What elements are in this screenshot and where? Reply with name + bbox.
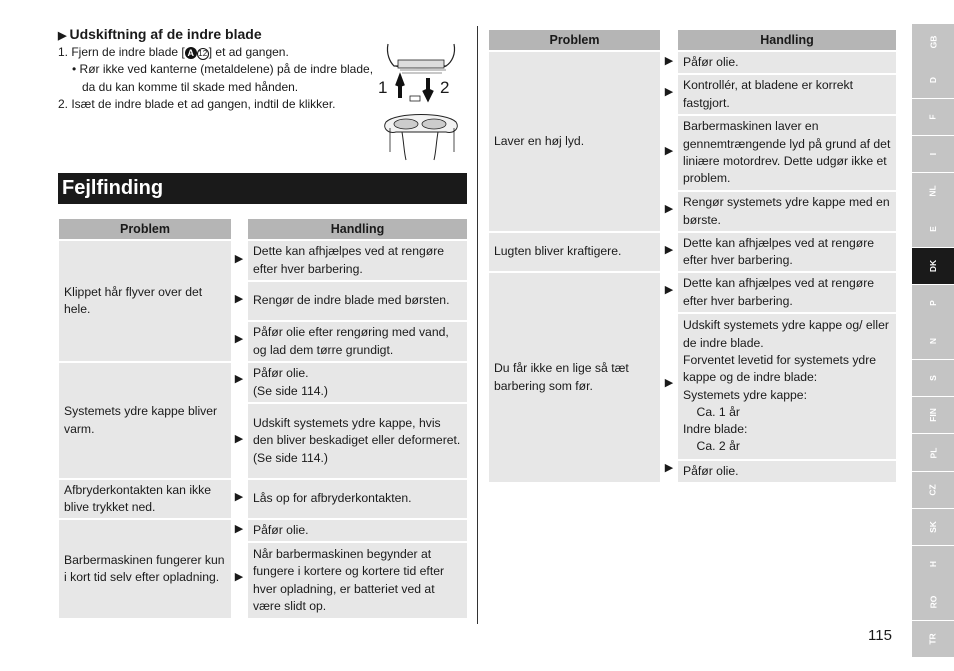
- step-1: [58, 44, 376, 61]
- tab-h[interactable]: H: [912, 546, 954, 583]
- left-action-1-1: Dette kan afhjælpes ved at rengøre efter hver barbering.: [248, 241, 467, 280]
- column-divider: [477, 26, 478, 624]
- arrow-icon: ▶: [664, 203, 674, 215]
- tab-cz[interactable]: CZ: [912, 472, 954, 509]
- bullet-triangle-icon: ▶: [58, 30, 67, 42]
- left-action-1-3: Påfør olie efter rengøring med vand, og lad dem tørre grundigt.: [248, 322, 467, 361]
- right-action-2-1: Dette kan afhjælpes ved at rengøre efter hver barbering.: [678, 233, 896, 271]
- arrow-icon: ▶: [664, 145, 674, 157]
- tab-ro[interactable]: RO: [912, 583, 954, 620]
- arrow-icon: ▶: [664, 284, 674, 296]
- tab-gb[interactable]: GB: [912, 24, 954, 61]
- section-title: Fejlfinding: [58, 173, 467, 204]
- tab-d[interactable]: D: [912, 61, 954, 98]
- left-table-header-action: Handling: [248, 219, 467, 239]
- tab-tr[interactable]: TR: [912, 621, 954, 658]
- step-1-text: 1. Fjern de indre blade [: [58, 45, 185, 59]
- page-number: 115: [868, 627, 892, 644]
- right-action-3-1: Dette kan afhjælpes ved at rengøre efter hver barbering.: [678, 273, 896, 312]
- tab-f[interactable]: F: [912, 99, 954, 136]
- part-number-icon: 12: [198, 49, 208, 58]
- right-problem-1: Laver en høj lyd.: [489, 52, 660, 231]
- right-action-3-3: Påfør olie.: [678, 461, 896, 482]
- step-1-note: • Rør ikke ved kanterne (metaldelene) på de indre blade, da du kan komme til skade med hånden.: [72, 62, 374, 94]
- subsection-title-text: Udskiftning af de indre blade: [69, 26, 262, 42]
- left-action-2-2: Udskift systemets ydre kappe, hvis den bliver beskadiget eller deformeret. (Se side 114.): [248, 404, 467, 478]
- arrow-icon: ▶: [234, 491, 244, 503]
- tab-n[interactable]: N: [912, 322, 954, 359]
- inner-blade-illustration: [376, 40, 468, 162]
- left-problem-1: Klippet hår flyver over det hele.: [59, 241, 231, 361]
- instruction-steps: [58, 44, 376, 113]
- right-table-header-action: Handling: [678, 30, 896, 50]
- arrow-icon: ▶: [664, 55, 674, 67]
- arrow-icon: ▶: [234, 333, 244, 345]
- right-action-1-3: Barbermaskinen laver en gennemtrængende lyd på grund af det liniære motordrev. Dette udgør ikke et problem.: [678, 116, 896, 190]
- arrow-icon: ▶: [664, 244, 674, 256]
- arrow-icon: ▶: [234, 253, 244, 265]
- left-action-4-1: Påfør olie.: [248, 520, 467, 541]
- tab-p[interactable]: P: [912, 285, 954, 322]
- left-action-1-2: Rengør de indre blade med børsten.: [248, 282, 467, 320]
- arrow-icon: ▶: [664, 377, 674, 389]
- right-problem-2: Lugten bliver kraftigere.: [489, 233, 660, 271]
- tab-e[interactable]: E: [912, 210, 954, 247]
- tab-dk[interactable]: DK: [912, 248, 954, 285]
- arrow-icon: ▶: [664, 462, 674, 474]
- tab-pl[interactable]: PL: [912, 434, 954, 471]
- illustration-label-1: 1: [378, 78, 388, 97]
- left-problem-2: Systemets ydre kappe bliver varm.: [59, 363, 231, 478]
- step-2: 2. Isæt de indre blade et ad gangen, indtil de klikker.: [58, 96, 336, 111]
- right-action-1-1: Påfør olie.: [678, 52, 896, 73]
- left-problem-4: Barbermaskinen fungerer kun i kort tid selv efter opladning.: [59, 520, 231, 618]
- language-tabs: [912, 24, 954, 658]
- right-action-3-2: Udskift systemets ydre kappe og/ eller de indre blade. Forventet levetid for systemets ydre kappe og de indre blade: Systemets ydre kappe: Ca. 1 år Indre blade: Ca. 2 år: [678, 314, 896, 459]
- arrow-icon: ▶: [234, 373, 244, 385]
- tab-fin[interactable]: FIN: [912, 397, 954, 434]
- left-action-4-2: Når barbermaskinen begynder at fungere i kortere og kortere tid efter hver opladning, er batteriet ved at være slidt op.: [248, 543, 467, 618]
- tab-sk[interactable]: SK: [912, 509, 954, 546]
- tab-nl[interactable]: NL: [912, 173, 954, 210]
- left-table-header-problem: Problem: [59, 219, 231, 239]
- tab-s[interactable]: S: [912, 360, 954, 397]
- left-problem-3: Afbryderkontakten kan ikke blive trykket ned.: [59, 480, 231, 518]
- left-action-2-1: Påfør olie. (Se side 114.): [248, 363, 467, 402]
- tab-i[interactable]: I: [912, 136, 954, 173]
- arrow-icon: ▶: [234, 571, 244, 583]
- right-action-1-2: Kontrollér, at bladene er korrekt fastgjort.: [678, 75, 896, 114]
- subsection-title: [58, 26, 262, 42]
- arrow-icon: ▶: [664, 86, 674, 98]
- right-action-1-4: Rengør systemets ydre kappe med en børste.: [678, 192, 896, 231]
- step-1-text-end: ] et ad gangen.: [208, 45, 289, 59]
- left-action-3-1: Lås op for afbryderkontakten.: [248, 480, 467, 518]
- arrow-icon: ▶: [234, 523, 244, 535]
- right-table-header-problem: Problem: [489, 30, 660, 50]
- right-problem-3: Du får ikke en lige så tæt barbering som før.: [489, 273, 660, 482]
- illustration-label-2: 2: [440, 78, 450, 97]
- arrow-icon: ▶: [234, 293, 244, 305]
- arrow-icon: ▶: [234, 433, 244, 445]
- callout-badge-icon: A: [185, 47, 197, 59]
